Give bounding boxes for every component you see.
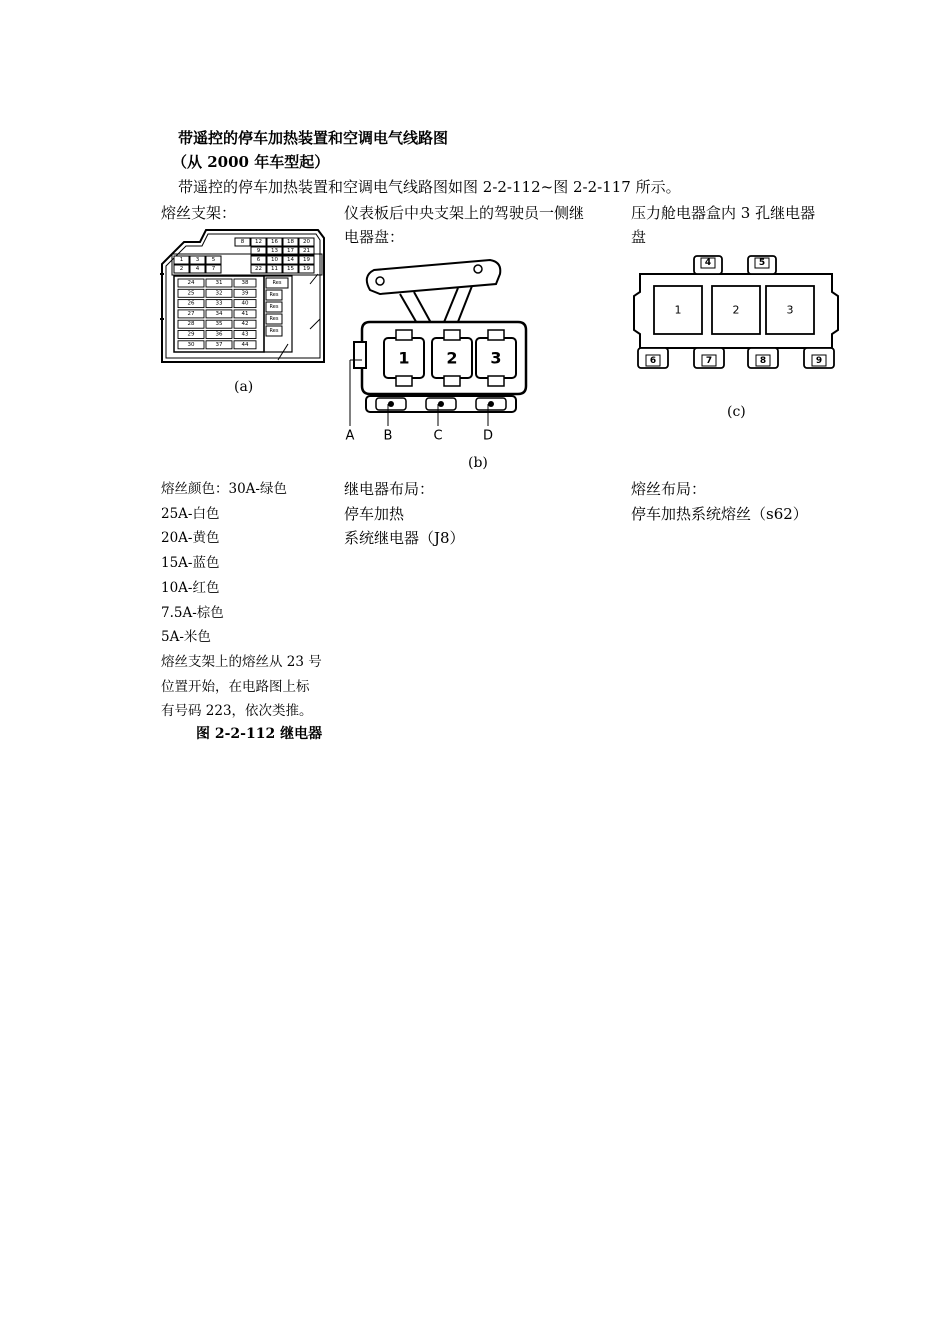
fuse-number: 40	[241, 300, 249, 307]
fuse-number: 16	[271, 239, 278, 245]
panel-c-heading-line: 压力舱电器盒内 3 孔继电器	[631, 204, 816, 222]
fuse-color-notes	[161, 477, 322, 724]
relay-slot-number: 1	[674, 303, 682, 317]
note-line: 20A-黄色	[161, 530, 220, 547]
note-line: 25A-白色	[161, 505, 220, 522]
fuse-number: 26	[187, 300, 195, 307]
fuse-number: 44	[241, 341, 249, 348]
res-label: Res	[269, 328, 279, 334]
fuse-number: 13	[271, 248, 278, 254]
fuse-tab-number: 6	[649, 356, 657, 366]
figure-caption: 图 2-2-112 继电器	[196, 726, 323, 742]
relay-number: 3	[490, 348, 502, 368]
fuse-number: 17	[287, 248, 294, 254]
panel-a-heading: 熔丝支架：	[161, 204, 237, 222]
fuse-number: 5	[211, 257, 216, 263]
panel-b-heading-line: 仪表板后中央支架上的驾驶员一侧继	[344, 204, 585, 222]
fuse-number: 21	[303, 248, 310, 254]
relay-clip	[396, 330, 412, 340]
res-label: Res	[269, 292, 279, 298]
fuse-number: 24	[187, 280, 195, 286]
note-line: 熔丝支架上的熔丝从 23 号	[161, 653, 322, 670]
pointer-label: C	[433, 428, 443, 444]
relay-clip	[444, 376, 460, 386]
caption-b: (b)	[468, 455, 488, 471]
note-line: 有号码 223，依次类推。	[161, 703, 313, 720]
panel-b-heading-line: 电器盘：	[344, 228, 405, 246]
panel-c-heading	[631, 203, 815, 247]
note-line: 15A-蓝色	[161, 555, 220, 572]
fuse-number: 19	[303, 257, 310, 263]
fuse-number: 27	[187, 310, 195, 317]
fuse-number: 20	[303, 239, 310, 245]
caption-a: (a)	[234, 379, 254, 395]
fuse-number: 34	[215, 310, 223, 317]
fuse-number: 11	[271, 266, 278, 272]
relay-clip	[444, 330, 460, 340]
connector-row	[376, 398, 506, 410]
panel-b-heading	[344, 203, 584, 247]
fuse-number: 32	[215, 290, 223, 297]
relay-slot-layout	[638, 256, 834, 368]
fuse-number: 19	[303, 266, 310, 272]
fuse-number: 42	[241, 321, 249, 328]
relay-clip	[396, 376, 412, 386]
fuse-number: 36	[215, 331, 223, 338]
fuse-number: 35	[215, 321, 223, 328]
pointer-label: A	[345, 428, 355, 444]
fuse-number: 33	[215, 300, 223, 307]
fuse-number: 28	[187, 321, 195, 328]
relay-panel-diagram	[340, 250, 530, 450]
relay-number: 2	[446, 348, 458, 368]
fuse-tab-number: 9	[815, 356, 823, 366]
fuse-number: 9	[256, 248, 261, 254]
relay-layout-notes	[344, 477, 465, 551]
caption-c: (c)	[727, 404, 746, 420]
note-line: 系统继电器（J8）	[344, 529, 465, 547]
fuse-number: 7	[211, 266, 216, 272]
fuse-number: 22	[255, 266, 262, 272]
pointer-labels	[346, 429, 493, 444]
fuse-number: 38	[241, 280, 249, 286]
fuse-tab-number: 8	[759, 356, 767, 366]
note-line: 继电器布局：	[344, 480, 435, 498]
fuse-tab-number: 4	[704, 258, 712, 268]
fuse-number: 6	[256, 257, 261, 263]
page-subtitle: （从 2000 年车型起）	[172, 153, 330, 171]
note-line: 熔丝布局：	[631, 480, 707, 498]
note-line: 位置开始，在电路图上标	[161, 678, 310, 695]
intro-paragraph: 带遥控的停车加热装置和空调电气线路图如图 2-2-112~图 2-2-117 所示。	[178, 178, 681, 196]
fuse-number: 4	[195, 266, 200, 272]
fuse-number: 18	[287, 239, 294, 245]
pointer-label: D	[482, 428, 494, 444]
fuse-number: 43	[241, 331, 249, 338]
fuse-number: 2	[179, 266, 184, 272]
pointer-label: B	[383, 428, 393, 444]
relay-slot-number: 3	[786, 303, 794, 317]
fuse-number: 29	[187, 331, 195, 338]
res-label: Res	[272, 280, 282, 286]
fuse-tab-number: 7	[705, 356, 713, 366]
fuse-holder-diagram	[160, 224, 326, 364]
fuse-number: 31	[215, 280, 223, 286]
fuse-number: 39	[241, 290, 249, 297]
fuse-number: 10	[271, 257, 278, 263]
fuse-number: 8	[240, 239, 245, 245]
fuse-number: 15	[287, 266, 294, 272]
fuse-tab-number: 5	[758, 258, 766, 268]
fuse-number: 25	[187, 290, 195, 297]
fuse-number: 14	[287, 257, 294, 263]
fuse-number: 37	[215, 341, 223, 348]
panel-c-heading-line: 盘	[631, 228, 647, 246]
relay-slots	[384, 330, 516, 386]
fuse-number: 30	[187, 341, 195, 348]
note-line: 7.5A-棕色	[161, 604, 224, 621]
note-line: 停车加热系统熔丝（s62）	[631, 504, 808, 523]
relay-clip	[488, 376, 504, 386]
fuse-number: 1	[179, 257, 184, 263]
fuse-number: 41	[241, 310, 249, 317]
connector-pin-icon	[438, 401, 444, 407]
fuse-layout-notes	[631, 477, 808, 526]
note-line: 停车加热	[344, 504, 405, 523]
relay-slot-number: 2	[732, 303, 740, 317]
note-line: 熔丝颜色：30A-绿色	[161, 481, 287, 497]
fuse-number: 3	[195, 257, 200, 263]
relay-clip	[488, 330, 504, 340]
three-slot-relay-diagram	[628, 252, 844, 372]
page-title: 带遥控的停车加热装置和空调电气线路图	[178, 129, 449, 147]
connector-pin-icon	[488, 401, 494, 407]
connector-pin-icon	[388, 401, 394, 407]
fuse-number: 12	[255, 239, 262, 245]
note-line: 10A-红色	[161, 579, 220, 596]
note-line: 5A-米色	[161, 629, 211, 646]
res-label: Res	[269, 304, 279, 310]
relay-number: 1	[398, 348, 410, 368]
res-label: Res	[269, 316, 279, 322]
